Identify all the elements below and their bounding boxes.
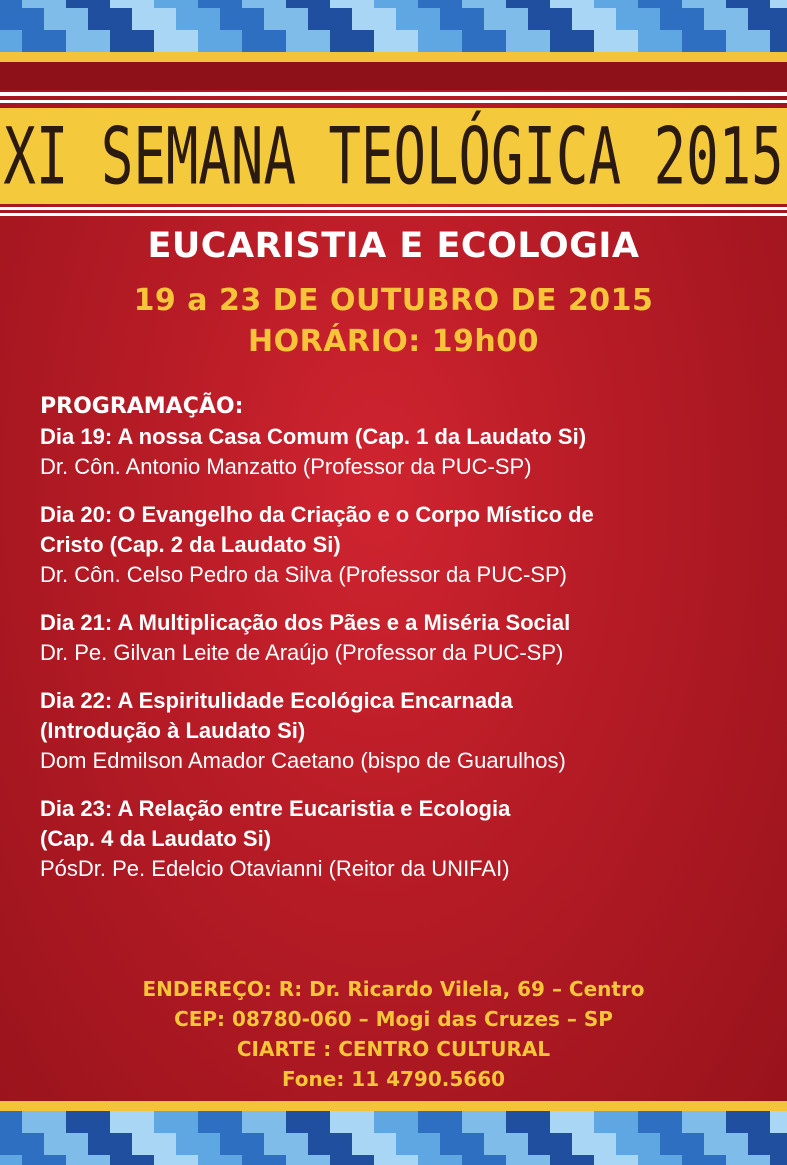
mosaic-tile [352,30,374,52]
mosaic-tile [726,1155,748,1165]
program-item [40,608,760,668]
mosaic-tile [110,1111,132,1133]
mosaic-tile [682,1111,704,1133]
mosaic-tile [704,1133,726,1155]
mosaic-tile [748,8,770,30]
mosaic-tile [770,1133,787,1155]
mosaic-tile [22,8,44,30]
mosaic-tile [594,1111,616,1133]
venue-line: CIARTE : CENTRO CULTURAL [236,1037,551,1061]
mosaic-tile [242,0,264,8]
mosaic-tile [22,1133,44,1155]
mosaic-tile [660,1155,682,1165]
mosaic-tile [638,0,660,8]
mosaic-tile [462,8,484,30]
mosaic-tile [308,8,330,30]
program-item-speaker: Dom Edmilson Amador Caetano (bispo de Guarulhos) [40,748,566,773]
mosaic-tile [286,1111,308,1133]
mosaic-tile [330,30,352,52]
mosaic-tile [330,0,352,8]
program-item-title: Dia 19: A nossa Casa Comum (Cap. 1 da Laudato Si) [40,424,587,449]
mosaic-tile [550,30,572,52]
mosaic-tile [462,1111,484,1133]
program-item-title: Dia 21: A Multiplicação dos Pães e a Miséria Social [40,610,571,635]
mosaic-tile [550,1133,572,1155]
phone-line: Fone: 11 4790.5660 [281,1067,506,1091]
mosaic-tile [528,30,550,52]
mosaic-tile [638,1111,660,1133]
mosaic-tile [88,8,110,30]
program-section [40,392,760,902]
mosaic-tile [550,1111,572,1133]
mosaic-tile [352,1155,374,1165]
mosaic-tile [396,0,418,8]
title-white-line [0,207,787,210]
mosaic-tile [110,1133,132,1155]
mosaic-tile [264,0,286,8]
mosaic-tile [132,30,154,52]
event-title: XI SEMANA TEOLÓGICA 2015 [3,110,784,202]
top-white-line-2 [0,100,787,103]
mosaic-tile [88,30,110,52]
program-item-speaker: PósDr. Pe. Edelcio Otavianni (Reitor da UNIFAI) [40,856,510,881]
mosaic-tile [286,30,308,52]
mosaic-tile [418,30,440,52]
mosaic-tile [506,1133,528,1155]
mosaic-tile [484,1155,506,1165]
program-item-title: Dia 23: A Relação entre Eucaristia e Ecologia [40,796,511,821]
mosaic-tile [418,1111,440,1133]
mosaic-tile [440,1111,462,1133]
mosaic-tile [770,1155,787,1165]
mosaic-tile [264,8,286,30]
mosaic-tile [88,1155,110,1165]
mosaic-tile [154,0,176,8]
program-item [40,686,760,776]
mosaic-tile [726,8,748,30]
program-item-speaker: Dr. Côn. Celso Pedro da Silva (Professor da PUC-SP) [40,562,567,587]
mosaic-tile [0,8,22,30]
mosaic-tile [572,8,594,30]
mosaic-tile [528,1155,550,1165]
mosaic-tile [770,30,787,52]
mosaic-tile [66,1133,88,1155]
mosaic-tile [682,0,704,8]
mosaic-tile [132,0,154,8]
mosaic-tile [748,1111,770,1133]
mosaic-tile [374,30,396,52]
mosaic-tile [0,30,22,52]
mosaic-tile [176,1155,198,1165]
mosaic-tile [572,1111,594,1133]
program-item-title: Cristo (Cap. 2 da Laudato Si) [40,532,341,557]
mosaic-tile [22,30,44,52]
mosaic-tile [308,1111,330,1133]
mosaic-tile [66,30,88,52]
mosaic-tile [550,0,572,8]
mosaic-tile [572,0,594,8]
mosaic-tile [616,8,638,30]
mosaic-tile [484,1111,506,1133]
mosaic-tile [506,8,528,30]
mosaic-tile [198,30,220,52]
mosaic-tile [594,1155,616,1165]
program-item [40,500,760,590]
mosaic-tile [44,1111,66,1133]
mosaic-tile [242,30,264,52]
mosaic-tile [528,1111,550,1133]
mosaic-tile [638,30,660,52]
mosaic-tile [352,8,374,30]
mosaic-tile [770,0,787,8]
mosaic-tile [220,30,242,52]
mosaic-tile [264,30,286,52]
mosaic-tile [198,1155,220,1165]
mosaic-tile [220,1111,242,1133]
mosaic-tile [352,1133,374,1155]
mosaic-tile [638,8,660,30]
bottom-mosaic-border [0,1111,787,1165]
address-line: ENDEREÇO: R: Dr. Ricardo Vilela, 69 – Centro [142,977,645,1001]
mosaic-tile [770,1111,787,1133]
mosaic-tile [198,0,220,8]
mosaic-tile [330,8,352,30]
program-item-title: Dia 20: O Evangelho da Criação e o Corpo Místico de [40,502,594,527]
mosaic-tile [594,1133,616,1155]
mosaic-tile [352,1111,374,1133]
mosaic-tile [418,0,440,8]
mosaic-tile [660,8,682,30]
mosaic-tile [66,1111,88,1133]
mosaic-tile [528,0,550,8]
mosaic-tile [594,8,616,30]
program-item-title: (Cap. 4 da Laudato Si) [40,826,272,851]
mosaic-tile [748,0,770,8]
mosaic-tile [660,1111,682,1133]
mosaic-tile [440,8,462,30]
mosaic-tile [198,8,220,30]
mosaic-tile [242,1155,264,1165]
mosaic-tile [154,1155,176,1165]
mosaic-tile [66,8,88,30]
mosaic-tile [770,8,787,30]
mosaic-tile [506,30,528,52]
mosaic-tile [308,1133,330,1155]
mosaic-tile [154,1133,176,1155]
mosaic-tile [704,0,726,8]
top-mosaic-border [0,0,787,52]
mosaic-tile [660,1133,682,1155]
mosaic-tile [462,1155,484,1165]
mosaic-tile [616,1111,638,1133]
mosaic-tile [374,0,396,8]
mosaic-tile [594,30,616,52]
mosaic-tile [308,0,330,8]
cep-line: CEP: 08780-060 – Mogi das Cruzes – SP [174,1007,613,1031]
mosaic-tile [660,0,682,8]
mosaic-tile [396,30,418,52]
mosaic-tile [462,0,484,8]
title-white-line-2 [0,213,787,216]
mosaic-tile [462,1133,484,1155]
mosaic-tile [440,0,462,8]
bottom-gold-stripe [0,1101,787,1111]
mosaic-tile [220,0,242,8]
mosaic-tile [176,30,198,52]
mosaic-tile [682,8,704,30]
mosaic-tile [616,30,638,52]
mosaic-tile [638,1155,660,1165]
mosaic-tile [396,1133,418,1155]
mosaic-tile [220,1155,242,1165]
mosaic-tile [88,1133,110,1155]
mosaic-tile [572,1155,594,1165]
mosaic-tile [66,1155,88,1165]
mosaic-tile [44,8,66,30]
mosaic-tile [132,1133,154,1155]
program-item [40,794,760,884]
mosaic-tile [22,1155,44,1165]
mosaic-tile [726,0,748,8]
mosaic-tile [220,8,242,30]
mosaic-tile [132,1111,154,1133]
mosaic-tile [264,1111,286,1133]
mosaic-tile [44,1155,66,1165]
mosaic-tile [286,1155,308,1165]
mosaic-tile [506,0,528,8]
mosaic-tile [44,30,66,52]
mosaic-tile [396,1111,418,1133]
mosaic-tile [110,0,132,8]
top-gold-stripe [0,52,787,62]
mosaic-tile [484,8,506,30]
mosaic-tile [374,1155,396,1165]
mosaic-tile [44,0,66,8]
mosaic-tile [506,1155,528,1165]
mosaic-tile [748,1155,770,1165]
mosaic-tile [572,1133,594,1155]
mosaic-tile [66,0,88,8]
footer-info [0,974,787,1094]
mosaic-tile [286,1133,308,1155]
mosaic-tile [110,8,132,30]
mosaic-tile [330,1133,352,1155]
mosaic-tile [22,1111,44,1133]
mosaic-tile [484,1133,506,1155]
mosaic-tile [704,30,726,52]
mosaic-tile [748,1133,770,1155]
mosaic-tile [374,1133,396,1155]
mosaic-tile [440,1133,462,1155]
mosaic-tile [154,30,176,52]
mosaic-tile [154,1111,176,1133]
theme-heading: EUCARISTIA E ECOLOGIA [147,226,640,266]
mosaic-tile [88,1111,110,1133]
mosaic-tile [440,30,462,52]
mosaic-tile [0,1155,22,1165]
mosaic-tile [396,1155,418,1165]
mosaic-tile [44,1133,66,1155]
mosaic-tile [242,8,264,30]
mosaic-tile [242,1111,264,1133]
program-item-title: (Introdução à Laudato Si) [40,718,306,743]
mosaic-tile [484,30,506,52]
mosaic-tile [352,0,374,8]
top-dark-band [0,62,787,90]
mosaic-tile [198,1111,220,1133]
mosaic-tile [22,0,44,8]
mosaic-tile [462,30,484,52]
mosaic-tile [528,1133,550,1155]
mosaic-tile [176,1111,198,1133]
mosaic-tile [726,1133,748,1155]
mosaic-tile [374,1111,396,1133]
program-item-speaker: Dr. Pe. Gilvan Leite de Araújo (Professor da PUC-SP) [40,640,564,665]
mosaic-tile [176,8,198,30]
mosaic-tile [726,1111,748,1133]
mosaic-tile [396,8,418,30]
mosaic-tile [330,1111,352,1133]
mosaic-tile [550,1155,572,1165]
mosaic-tile [682,30,704,52]
program-item-title: Dia 22: A Espiritulidade Ecológica Encarnada [40,688,513,713]
mosaic-tile [0,0,22,8]
mosaic-tile [330,1155,352,1165]
mosaic-tile [418,1133,440,1155]
program-list [40,422,760,884]
mosaic-tile [154,8,176,30]
top-white-line [0,92,787,96]
mosaic-tile [682,1133,704,1155]
mosaic-tile [264,1133,286,1155]
mosaic-tile [616,0,638,8]
mosaic-tile [286,8,308,30]
event-dates: 19 a 23 DE OUTUBRO DE 2015 [133,283,654,318]
mosaic-tile [132,8,154,30]
mosaic-tile [704,8,726,30]
mosaic-tile [242,1133,264,1155]
title-banner [0,108,787,204]
mosaic-tile [572,30,594,52]
mosaic-tile [726,30,748,52]
program-heading: PROGRAMAÇÃO: [40,394,244,419]
mosaic-tile [682,1155,704,1165]
mosaic-tile [704,1155,726,1165]
mosaic-tile [198,1133,220,1155]
mosaic-tile [528,8,550,30]
mosaic-tile [0,1133,22,1155]
mosaic-tile [220,1133,242,1155]
mosaic-tile [286,0,308,8]
mosaic-tile [704,1111,726,1133]
mosaic-tile [308,30,330,52]
mosaic-tile [308,1155,330,1165]
mosaic-tile [440,1155,462,1165]
mosaic-tile [110,1155,132,1165]
mosaic-tile [0,1111,22,1133]
event-time: HORÁRIO: 19h00 [248,324,539,359]
program-item-speaker: Dr. Côn. Antonio Manzatto (Professor da PUC-SP) [40,454,532,479]
mosaic-tile [616,1133,638,1155]
mosaic-tile [748,30,770,52]
mosaic-tile [418,1155,440,1165]
mosaic-tile [110,30,132,52]
mosaic-tile [264,1155,286,1165]
program-item [40,422,760,482]
mosaic-tile [88,0,110,8]
mosaic-tile [418,8,440,30]
mosaic-tile [616,1155,638,1165]
mosaic-tile [506,1111,528,1133]
mosaic-tile [176,1133,198,1155]
mosaic-tile [176,0,198,8]
mosaic-tile [484,0,506,8]
mosaic-tile [550,8,572,30]
mosaic-tile [660,30,682,52]
mosaic-tile [132,1155,154,1165]
mosaic-tile [638,1133,660,1155]
mosaic-tile [594,0,616,8]
mosaic-tile [374,8,396,30]
